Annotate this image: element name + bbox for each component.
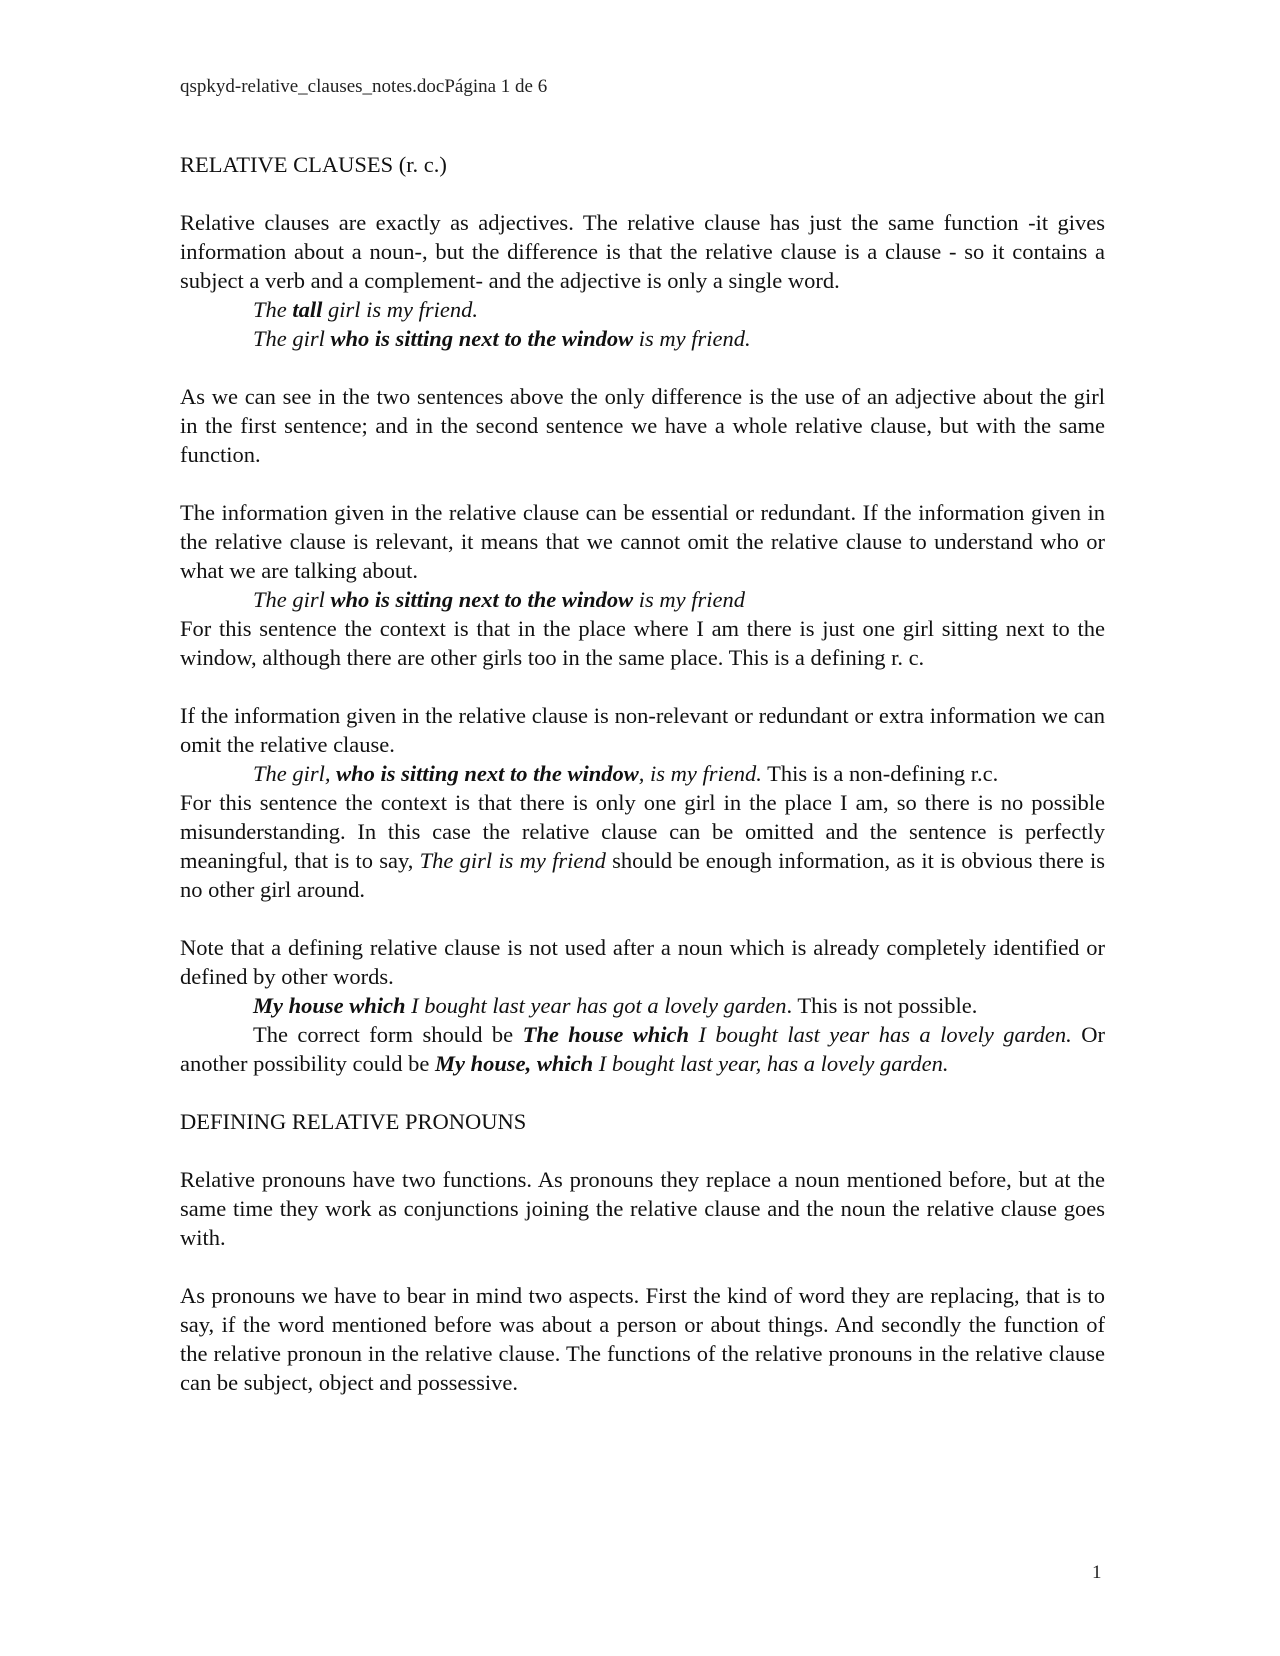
document-body	[180, 150, 1105, 1397]
page-header: qspkyd-relative_clauses_notes.docPágina 1 de 6	[180, 76, 548, 97]
example-relative-clause: The girl who is sitting next to the window is my friend.	[253, 326, 751, 351]
paragraph-comparison: As we can see in the two sentences above the only difference is the use of an adjective about the girl in the first sentence; and in the second sentence we have a whole relative clause, but with the same function.	[180, 384, 1105, 467]
example-adjective: The tall girl is my friend.	[253, 297, 479, 322]
paragraph-nonrelevant: If the information given in the relative clause is non-relevant or redundant or extra information we can omit the relative clause.	[180, 703, 1105, 757]
paragraph-intro: Relative clauses are exactly as adjectives. The relative clause has just the same function -it gives information about a noun-, but the difference is that the relative clause is a clause - so it contains a subject a verb and a complement- and the adjective is only a single word.	[180, 210, 1105, 293]
page-number: 1	[1092, 1562, 1102, 1583]
paragraph-pronoun-aspects: As pronouns we have to bear in mind two aspects. First the kind of word they are replacing, that is to say, if the word mentioned before was about a person or about things. And secondly the function of the relative pronoun in the relative clause. The functions of the relative pronouns in the relative clause can be subject, object and possessive.	[180, 1283, 1105, 1395]
section-heading-pronouns: DEFINING RELATIVE PRONOUNS	[180, 1109, 527, 1134]
paragraph-pronoun-functions: Relative pronouns have two functions. As pronouns they replace a noun mentioned before, but at the same time they work as conjunctions joining the relative clause and the noun the relative clause goes with.	[180, 1167, 1105, 1250]
paragraph-note: Note that a defining relative clause is not used after a noun which is already completely identified or defined by other words.	[180, 935, 1105, 989]
example-non-defining: The girl, who is sitting next to the window, is my friend. This is a non-defining r.c.	[253, 761, 999, 786]
example-incorrect: My house which I bought last year has got a lovely garden. This is not possible.	[253, 993, 978, 1018]
paragraph-correct-form: The correct form should be The house which I bought last year has a lovely garden. Or another possibility could be My house, which I bought last year, has a lovely garden.	[180, 1022, 1105, 1076]
paragraph-non-defining-context: For this sentence the context is that there is only one girl in the place I am, so there is no possible misunderstanding. In this case the relative clause can be omitted and the sentence is perfectly meaningful, that is to say, The girl is my friend should be enough information, as it is obvious there is no other girl around.	[180, 790, 1106, 902]
paragraph-essential: The information given in the relative clause can be essential or redundant. If the information given in the relative clause is relevant, it means that we cannot omit the relative clause to understand who or what we are talking about.	[180, 500, 1105, 583]
paragraph-defining-context: For this sentence the context is that in the place where I am there is just one girl sitting next to the window, although there are other girls too in the same place. This is a defining r. c.	[180, 616, 1105, 670]
example-defining: The girl who is sitting next to the window is my friend	[253, 587, 745, 612]
section-title: RELATIVE CLAUSES (r. c.)	[180, 152, 447, 177]
